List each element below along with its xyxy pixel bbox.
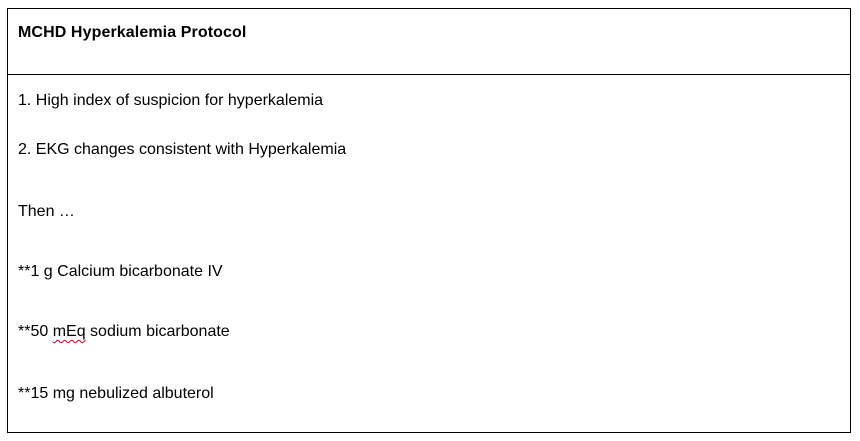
protocol-line-then[interactable]: Then … [18, 203, 75, 220]
protocol-line-sodium-bicarbonate[interactable] [18, 323, 230, 341]
bicarb-suffix: sodium bicarbonate [85, 323, 230, 340]
table-header-row [8, 9, 850, 75]
protocol-table [7, 8, 851, 433]
bicarb-prefix: **50 [18, 323, 53, 340]
protocol-line-calcium[interactable]: **1 g Calcium bicarbonate IV [18, 263, 223, 280]
protocol-line-albuterol[interactable]: **15 mg nebulized albuterol [18, 385, 214, 402]
protocol-line-2[interactable]: 2. EKG changes consistent with Hyperkalemia [18, 141, 347, 158]
spellcheck-flagged-word[interactable]: mEq [52, 323, 86, 340]
protocol-line-1[interactable]: 1. High index of suspicion for hyperkalemia [18, 92, 324, 109]
protocol-title[interactable]: MCHD Hyperkalemia Protocol [18, 24, 247, 41]
